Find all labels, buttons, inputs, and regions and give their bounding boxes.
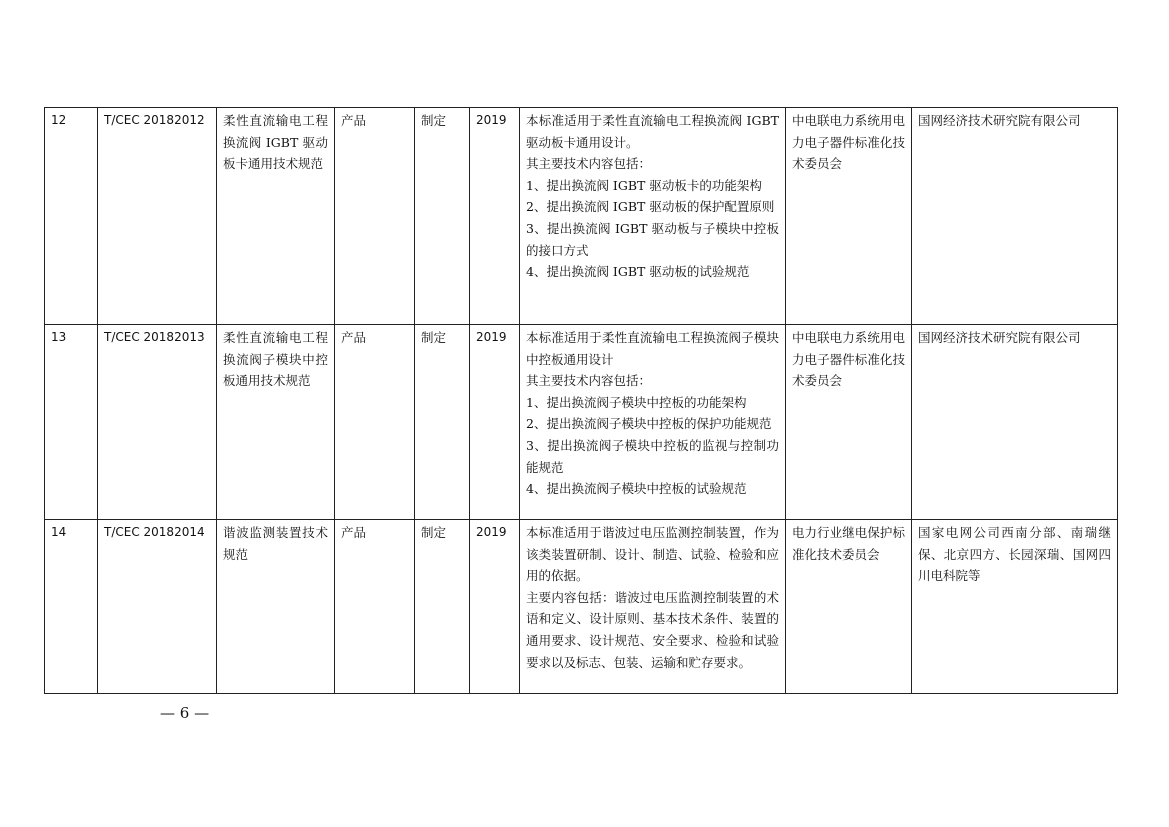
content-line: 本标准适用于谐波过电压监测控制装置，作为该类装置研制、设计、制造、试验、检验和应用的依据。: [526, 525, 779, 584]
completion-year: 2019: [470, 108, 520, 325]
content-line: 1、提出换流阀 IGBT 驱动板卡的功能架构: [526, 177, 762, 193]
row-number: 12: [45, 108, 98, 325]
drafting-organization: 国网经济技术研究院有限公司: [912, 108, 1118, 325]
content-line: 其主要技术内容包括：: [526, 156, 652, 172]
revision-type: 制定: [415, 325, 470, 520]
table-row: [45, 108, 1118, 325]
scope-and-content: [520, 325, 786, 520]
standard-name: 柔性直流输电工程换流阀子模块中控板通用技术规范: [217, 325, 335, 520]
scope-and-content: [520, 108, 786, 325]
completion-year: 2019: [470, 520, 520, 694]
standards-table: [44, 107, 1118, 694]
row-number: 13: [45, 325, 98, 520]
table-row: [45, 520, 1118, 694]
scope-and-content: [520, 520, 786, 694]
drafting-organization: 国家电网公司西南分部、南瑞继保、北京四方、长园深瑞、国网四川电科院等: [912, 520, 1118, 694]
standard-category: 产品: [335, 325, 415, 520]
plan-code: T/CEC 20182013: [98, 325, 217, 520]
content-line: 2、提出换流阀 IGBT 驱动板的保护配置原则: [526, 199, 775, 215]
revision-type: 制定: [415, 108, 470, 325]
content-line: 本标准适用于柔性直流输电工程换流阀 IGBT 驱动板卡通用设计。: [526, 113, 779, 150]
row-number: 14: [45, 520, 98, 694]
standard-name: 谐波监测装置技术规范: [217, 520, 335, 694]
content-line: 本标准适用于柔性直流输电工程换流阀子模块中控板通用设计: [526, 330, 779, 367]
technical-committee: 中电联电力系统用电力电子器件标准化技术委员会: [786, 325, 912, 520]
content-line: 主要内容包括：谐波过电压监测控制装置的术语和定义、设计原则、基本技术条件、装置的通用要求、设计规范、安全要求、检验和试验要求以及标志、包装、运输和贮存要求。: [526, 589, 779, 670]
standard-category: 产品: [335, 520, 415, 694]
technical-committee: 中电联电力系统用电力电子器件标准化技术委员会: [786, 108, 912, 325]
content-line: 2、提出换流阀子模块中控板的保护功能规范: [526, 416, 772, 432]
content-line: 其主要技术内容包括：: [526, 373, 652, 389]
technical-committee: 电力行业继电保护标准化技术委员会: [786, 520, 912, 694]
plan-code: T/CEC 20182014: [98, 520, 217, 694]
standard-category: 产品: [335, 108, 415, 325]
completion-year: 2019: [470, 325, 520, 520]
standard-name: 柔性直流输电工程换流阀 IGBT 驱动板卡通用技术规范: [217, 108, 335, 325]
content-line: 3、提出换流阀 IGBT 驱动板与子模块中控板的接口方式: [526, 220, 779, 258]
plan-code: T/CEC 20182012: [98, 108, 217, 325]
revision-type: 制定: [415, 520, 470, 694]
drafting-organization: 国网经济技术研究院有限公司: [912, 325, 1118, 520]
content-line: 4、提出换流阀 IGBT 驱动板的试验规范: [526, 264, 750, 280]
page-number: — 6 —: [160, 704, 210, 722]
content-line: 4、提出换流阀子模块中控板的试验规范: [526, 481, 747, 497]
content-line: 3、提出换流阀子模块中控板的监视与控制功能规范: [526, 437, 779, 475]
content-line: 1、提出换流阀子模块中控板的功能架构: [526, 394, 747, 410]
table-row: [45, 325, 1118, 520]
